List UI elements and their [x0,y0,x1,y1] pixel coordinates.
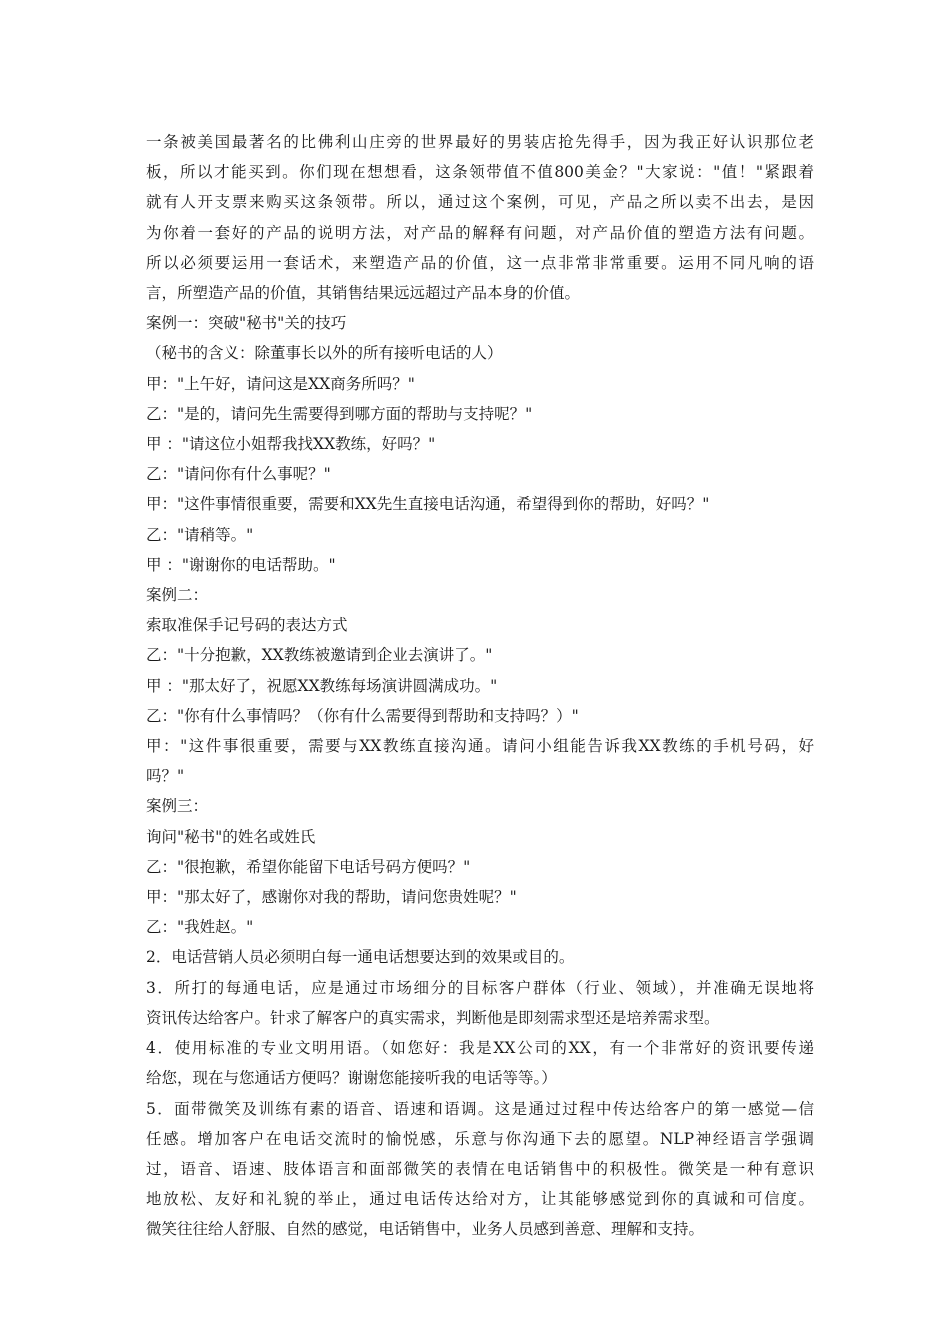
text-line: 乙："十分抱歉，XX教练被邀请到企业去演讲了。" [146,646,493,665]
text-line: 过，语音、语速、肢体语言和面部微笑的表情在电话销售中的积极性。微笑是一种有意识 [146,1159,814,1178]
text-line: 一条被美国最著名的比佛利山庄旁的世界最好的男装店抢先得手，因为我正好认识那位老 [146,133,814,151]
text-line: 甲 ："那太好了，祝愿XX教练每场演讲圆满成功。" [146,676,498,695]
text-line: 索取准保手记号码的表达方式 [146,616,348,635]
text-line: 甲："上午好，请问这是XX商务所吗？" [146,374,415,393]
document-page [146,127,814,1245]
text-line: 2．电话营销人员必须明白每一通电话想要达到的效果或目的。 [146,948,575,967]
text-line: 案例三： [146,797,209,816]
text-line: 任感。增加客户在电话交流时的愉悦感，乐意与你沟通下去的愿望。NLP神经语言学强调 [146,1129,814,1148]
text-line: 就有人开支票来购买这条领带。所以，通过这个案例，可见，产品之所以卖不出去，是因 [146,193,814,212]
text-line: 乙："你有什么事情吗？（你有什么需要得到帮助和支持吗？）" [146,706,579,725]
text-line: 案例一：突破"秘书"关的技巧 [146,314,347,333]
text-line: 为你着一套好的产品的说明方法，对产品的解释有问题，对产品价值的塑造方法有问题。 [146,223,814,242]
text-line: 资讯传达给客户。针求了解客户的真实需求，判断他是即刻需求型还是培养需求型。 [146,1008,720,1027]
text-line: 吗？" [146,767,185,786]
text-line: 乙："请稍等。" [146,525,254,544]
text-line: 5．面带微笑及训练有素的语音、语速和语调。这是通过过程中传达给客户的第一感觉—信 [146,1099,814,1118]
text-line: 言，所塑造产品的价值，其销售结果远远超过产品本身的价值。 [146,284,581,303]
text-line: 乙："我姓赵。" [146,918,254,937]
text-line: 甲 ："谢谢你的电话帮助。" [146,555,336,574]
text-line: 甲："这件事情很重要，需要和XX先生直接电话沟通，希望得到你的帮助，好吗？" [146,495,710,514]
text-line: 板，所以才能买到。你们现在想想看，这条领带值不值800美金？"大家说："值！"紧跟着 [146,163,814,182]
text-line: 所以必须要运用一套话术，来塑造产品的价值，这一点非常非常重要。运用不同凡响的语 [146,253,814,272]
text-line: 询问"秘书"的姓名或姓氏 [146,827,316,846]
text-line: （秘书的含义：除董事长以外的所有接听电话的人） [146,344,503,363]
text-line: 乙："请问你有什么事呢？" [146,465,331,484]
text-line: 给您，现在与您通话方便吗？谢谢您能接听我的电话等等。） [146,1069,557,1088]
text-line: 甲："这件事很重要，需要与XX教练直接沟通。请问小组能告诉我XX教练的手机号码，好 [146,737,814,756]
text-line: 乙："很抱歉，希望你能留下电话号码方便吗？" [146,857,471,876]
text-line: 微笑往往给人舒服、自然的感觉，电话销售中，业务人员感到善意、理解和支持。 [146,1220,705,1239]
text-line: 地放松、友好和礼貌的举止，通过电话传达给对方，让其能够感觉到你的真诚和可信度。 [146,1190,814,1209]
text-line: 甲 ："请这位小姐帮我找XX教练，好吗？" [146,435,436,454]
text-line: 3．所打的每通电话，应是通过市场细分的目标客户群体（行业、领域），并准确无误地将 [146,978,814,997]
text-line: 4．使用标准的专业文明用语。（如您好：我是XX公司的XX，有一个非常好的资讯要传递 [146,1039,814,1058]
text-line: 乙："是的，请问先生需要得到哪方面的帮助与支持呢？" [146,404,533,423]
text-line: 案例二： [146,586,209,605]
text-line: 甲："那太好了，感谢你对我的帮助，请问您贵姓呢？" [146,888,517,907]
